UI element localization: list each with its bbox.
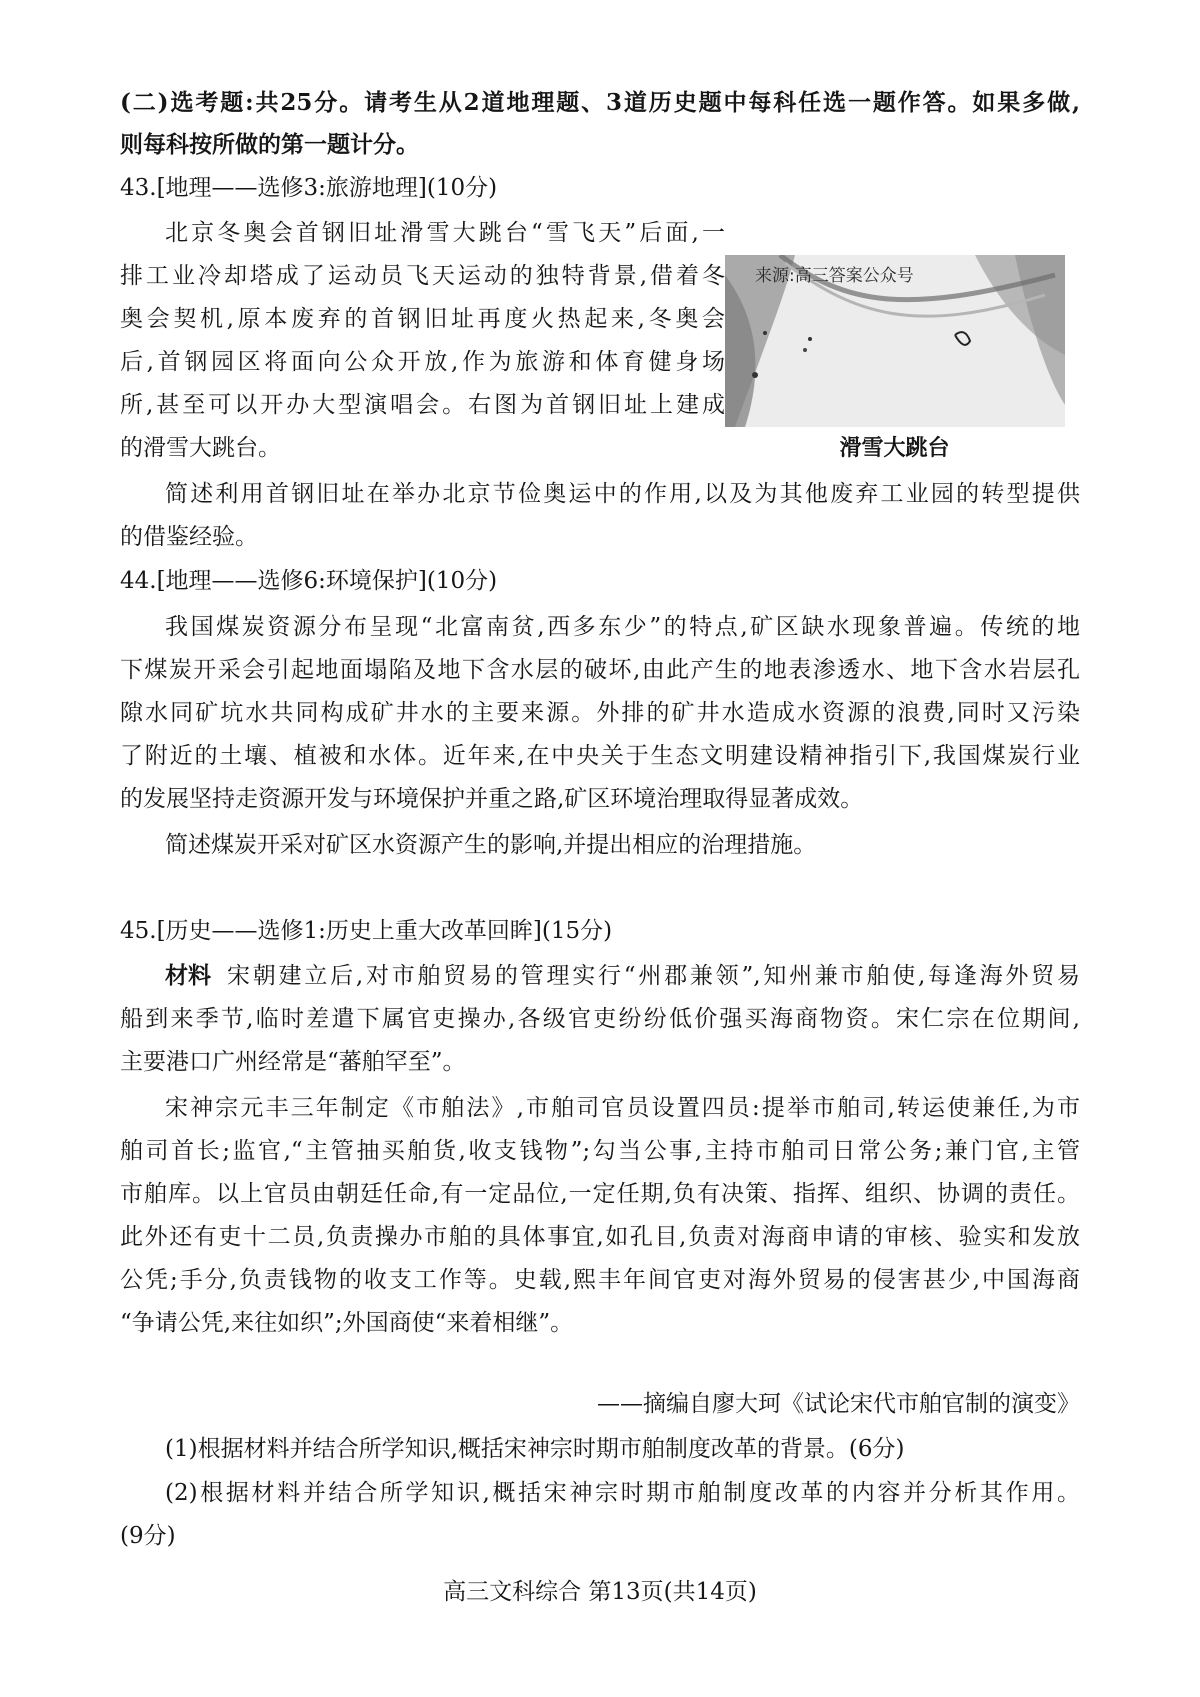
q45-sub-question-2-score: (9分) bbox=[120, 1523, 176, 1549]
q43-question-line: 的借鉴经验。 bbox=[120, 524, 258, 550]
page-footer: 高三文科综合 第13页(共14页) bbox=[443, 1579, 757, 1605]
q45-para1-line: 宋朝建立后,对市舶贸易的管理实行“州郡兼领”,知州兼市舶使,每逢海外贸易 bbox=[227, 963, 1080, 989]
q45-para1-first-line bbox=[165, 959, 1080, 993]
q45-para2-line: 市舶库。以上官员由朝廷任命,有一定品位,一定任期,负有决策、指挥、组织、协调的责任。 bbox=[120, 1181, 1080, 1207]
q43-para-line: 的滑雪大跳台。 bbox=[120, 435, 281, 461]
material-label: 材料 bbox=[165, 962, 211, 989]
q44-para-line: 了附近的土壤、植被和水体。近年来,在中央关于生态文明建设精神指引下,我国煤炭行业 bbox=[120, 743, 1080, 769]
material-source: ——摘编自廖大珂《试论宋代市舶官制的演变》 bbox=[597, 1391, 1080, 1417]
q45-para2-line: 此外还有吏十二员,负责操办市舶的具体事宜,如孔目,负责对海商申请的审核、验实和发放 bbox=[120, 1224, 1080, 1250]
photo-caption: 滑雪大跳台 bbox=[839, 435, 950, 461]
photo-watermark: 来源:高三答案公众号 bbox=[755, 266, 914, 286]
q45-para1-line: 主要港口广州经常是“蕃舶罕至”。 bbox=[120, 1049, 466, 1075]
q43-para-line: 所,甚至可以开办大型演唱会。右图为首钢旧址上建成 bbox=[120, 392, 725, 418]
q45-para1-line: 船到来季节,临时差遣下属官吏操办,各级官吏纷纷低价强买海商物资。宋仁宗在位期间, bbox=[120, 1006, 1080, 1032]
q44-para-line: 的发展坚持走资源开发与环境保护并重之路,矿区环境治理取得显著成效。 bbox=[120, 786, 864, 812]
q45-para2-line: 公凭;手分,负责钱物的收支工作等。史载,熙丰年间官吏对海外贸易的侵害甚少,中国海商 bbox=[120, 1267, 1080, 1293]
ski-jump-photo bbox=[725, 255, 1065, 427]
q45-para2-line: 宋神宗元丰三年制定《市舶法》,市舶司官员设置四员:提举市舶司,转运使兼任,为市 bbox=[165, 1095, 1080, 1121]
q45-para2-line: 舶司首长;监官,“主管抽买舶货,收支钱物”;勾当公事,主持市舶司日常公务;兼门官,主管 bbox=[120, 1138, 1080, 1164]
q43-heading: 43.[地理——选修3:旅游地理](10分) bbox=[120, 175, 498, 201]
q43-para-line: 后,首钢园区将面向公众开放,作为旅游和体育健身场 bbox=[120, 349, 725, 375]
q43-para-line: 奥会契机,原本废弃的首钢旧址再度火热起来,冬奥会 bbox=[120, 306, 725, 332]
q43-question-line: 简述利用首钢旧址在举办北京节俭奥运中的作用,以及为其他废弃工业园的转型提供 bbox=[165, 481, 1080, 507]
q45-sub-question-1: (1)根据材料并结合所学知识,概括宋神宗时期市舶制度改革的背景。(6分) bbox=[165, 1436, 905, 1462]
q43-para-line: 北京冬奥会首钢旧址滑雪大跳台“雪飞天”后面,一 bbox=[165, 220, 725, 246]
q45-sub-question-2: (2)根据材料并结合所学知识,概括宋神宗时期市舶制度改革的内容并分析其作用。 bbox=[165, 1480, 1080, 1506]
q44-para-line: 隙水同矿坑水共同构成矿井水的主要来源。外排的矿井水造成水资源的浪费,同时又污染 bbox=[120, 700, 1080, 726]
section-header-line-2: 则每科按所做的第一题计分。 bbox=[120, 131, 419, 158]
section-header-line-1: (二)选考题:共25分。请考生从2道地理题、3道历史题中每科任选一题作答。如果多做, bbox=[120, 89, 1080, 116]
q45-para2-line: “争请公凭,来往如织”;外国商使“来着相继”。 bbox=[120, 1310, 574, 1336]
q44-question: 简述煤炭开采对矿区水资源产生的影响,并提出相应的治理措施。 bbox=[165, 832, 817, 858]
q44-para-line: 下煤炭开采会引起地面塌陷及地下含水层的破坏,由此产生的地表渗透水、地下含水岩层孔 bbox=[120, 657, 1080, 683]
q44-para-line: 我国煤炭资源分布呈现“北富南贫,西多东少”的特点,矿区缺水现象普遍。传统的地 bbox=[165, 614, 1080, 640]
q45-heading: 45.[历史——选修1:历史上重大改革回眸](15分) bbox=[120, 918, 613, 944]
q44-heading: 44.[地理——选修6:环境保护](10分) bbox=[120, 568, 498, 594]
q43-para-line: 排工业冷却塔成了运动员飞天运动的独特背景,借着冬 bbox=[120, 263, 725, 289]
